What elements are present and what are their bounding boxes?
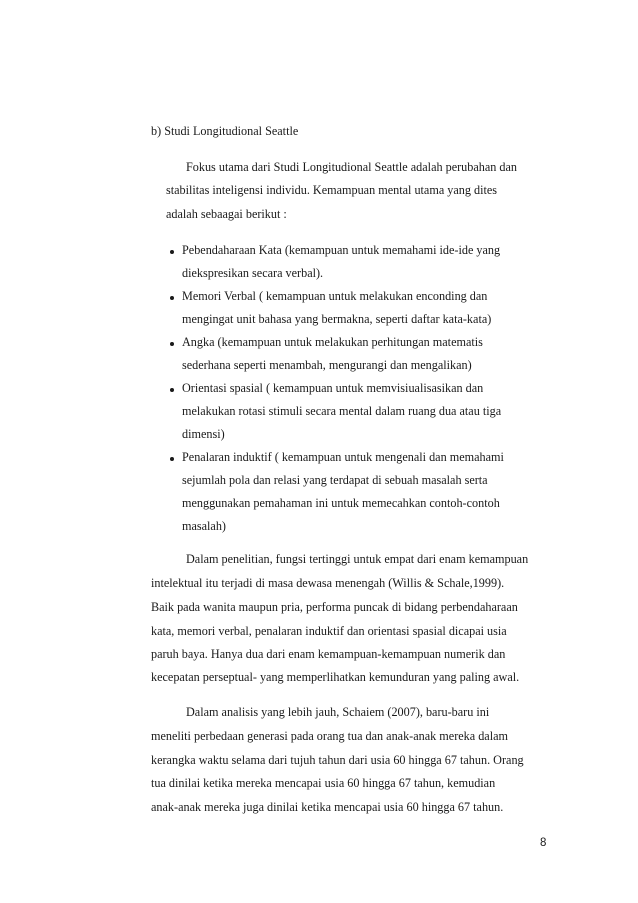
section-heading: b) Studi Longitudional Seattle — [151, 124, 299, 138]
bullet-5-line-1: Penalaran induktif ( kemampuan untuk mengenali dan memahami — [182, 450, 504, 464]
paragraph-2-line-1: Dalam analisis yang lebih jauh, Schaiem (2007), baru-baru ini — [186, 705, 490, 719]
bullet-4-line-3: dimensi) — [182, 427, 225, 441]
paragraph-2-line-4: tua dinilai ketika mereka mencapai usia 60 hingga 67 tahun, kemudian — [151, 776, 496, 790]
bullet-4-line-2: melakukan rotasi stimuli secara mental dalam ruang dua atau tiga — [182, 404, 502, 418]
intro-line-2: stabilitas inteligensi individu. Kemampuan mental utama yang dites — [166, 183, 498, 197]
paragraph-2-line-2: meneliti perbedaan generasi pada orang tua dan anak-anak mereka dalam — [151, 729, 508, 743]
bullet-dot — [170, 457, 174, 461]
paragraph-2-line-5: anak-anak mereka juga dinilai ketika mencapai usia 60 hingga 67 tahun. — [151, 800, 504, 814]
bullet-dot — [170, 250, 174, 254]
intro-line-1: Fokus utama dari Studi Longitudional Seattle adalah perubahan dan — [186, 160, 518, 174]
paragraph-1-line-3: Baik pada wanita maupun pria, performa puncak di bidang perbendaharaan — [151, 600, 518, 614]
bullet-2-line-2: mengingat unit bahasa yang bermakna, seperti daftar kata-kata) — [182, 312, 492, 326]
paragraph-1-line-6: kecepatan perseptual- yang memperlihatkan kemunduran yang paling awal. — [151, 670, 520, 684]
bullet-dot — [170, 296, 174, 300]
bullet-3-line-2: sederhana seperti menambah, mengurangi dan mengalikan) — [182, 358, 472, 372]
bullet-5-line-4: masalah) — [182, 519, 226, 533]
bullet-dot — [170, 342, 174, 346]
paragraph-1-line-2: intelektual itu terjadi di masa dewasa menengah (Willis & Schale,1999). — [151, 576, 505, 590]
page-number: 8 — [540, 837, 547, 849]
paragraph-1-line-4: kata, memori verbal, penalaran induktif dan orientasi spasial dicapai usia — [151, 624, 507, 638]
bullet-2-line-1: Memori Verbal ( kemampuan untuk melakukan enconding dan — [182, 289, 488, 303]
paragraph-2-line-3: kerangka waktu selama dari tujuh tahun dari usia 60 hingga 67 tahun. Orang — [151, 753, 524, 767]
bullet-5-line-3: menggunakan pemahaman ini untuk memecahkan contoh-contoh — [182, 496, 500, 510]
bullet-3-line-1: Angka (kemampuan untuk melakukan perhitungan matematis — [182, 335, 483, 349]
bullet-5-line-2: sejumlah pola dan relasi yang terdapat di sebuah masalah serta — [182, 473, 488, 487]
bullet-4-line-1: Orientasi spasial ( kemampuan untuk memvisiualisasikan dan — [182, 381, 484, 395]
bullet-1-line-2: diekspresikan secara verbal). — [182, 266, 324, 280]
intro-line-3: adalah sebaagai berikut : — [166, 207, 287, 221]
paragraph-1-line-1: Dalam penelitian, fungsi tertinggi untuk empat dari enam kemampuan — [186, 552, 529, 566]
bullet-1-line-1: Pebendaharaan Kata (kemampuan untuk memahami ide-ide yang — [182, 243, 501, 257]
bullet-dot — [170, 388, 174, 392]
paragraph-1-line-5: paruh baya. Hanya dua dari enam kemampuan-kemampuan numerik dan — [151, 647, 506, 661]
